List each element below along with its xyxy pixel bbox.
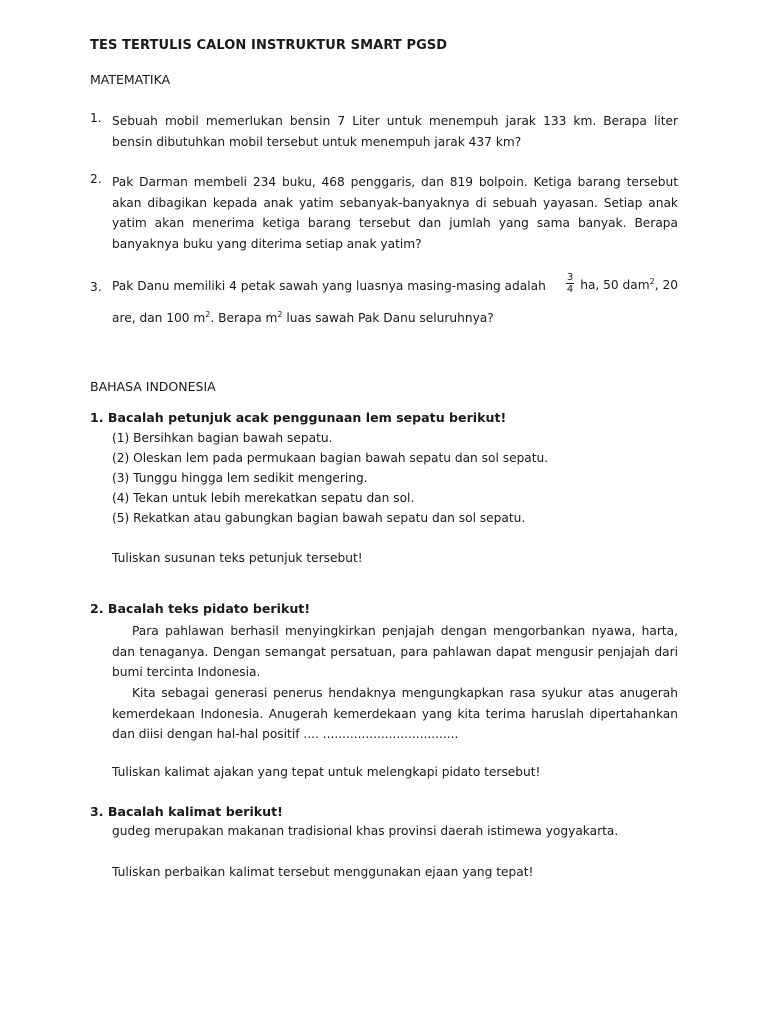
step-1: (1) Bersihkan bagian bawah sepatu. <box>112 431 333 445</box>
math-q2-text: Pak Darman membeli 234 buku, 468 penggaris, dan 819 bolpoin. Ketiga barang tersebut akan dibagikan kepada anak yatim sebanyak-banyaknya di sebuah yayasan. Setiap anak yatim akan menerima ketiga barang tersebut dan jumlah yang sama banyak. Berapa banyaknya buku yang diterima setiap anak yatim? <box>112 175 678 251</box>
speech-paragraph-1: Para pahlawan berhasil menyingkirkan penjajah dengan mengorbankan nyawa, harta, dan tenaganya. Dengan semangat persatuan, para pahlawan dapat mengusir penjajah dari bumi tercinta Indonesia. <box>112 624 678 679</box>
math-q3-number: 3. <box>90 280 102 294</box>
step-5: (5) Rekatkan atau gabungkan bagian bawah sepatu dan sol sepatu. <box>112 511 526 525</box>
math-q1-text: Sebuah mobil memerlukan bensin 7 Liter untuk menempuh jarak 133 km. Berapa liter bensin dibutuhkan mobil tersebut untuk menempuh jarak 437 km? <box>112 114 678 149</box>
math-q3-pre: Pak Danu memiliki 4 petak sawah yang luasnya masing-masing adalah <box>112 278 546 293</box>
fraction-denominator: 4 <box>566 284 574 295</box>
bahasa-q2-title: 2. Bacalah teks pidato berikut! <box>90 601 311 616</box>
math-q2-number: 2. <box>90 172 102 186</box>
math-q3-post1: ha, 50 dam <box>580 278 650 292</box>
fraction-numerator: 3 <box>566 272 574 283</box>
bahasa-q1-instruction: Tuliskan susunan teks petunjuk tersebut! <box>112 551 363 565</box>
math-q3-line2b: . Berapa m <box>210 311 278 326</box>
speech-paragraph-2: Kita sebagai generasi penerus hendaknya mengungkapkan rasa syukur atas anugerah kemerdekaan Indonesia. Anugerah kemerdekaan yang kita terima haruslah dipertahankan dan diisi dengan hal-hal positif .... ................................... <box>112 686 678 741</box>
math-heading: MATEMATIKA <box>90 72 171 87</box>
math-q3-sup2: 2 <box>205 310 211 319</box>
step-3: (3) Tunggu hingga lem sedikit mengering. <box>112 471 368 485</box>
bahasa-q3-title: 3. Bacalah kalimat berikut! <box>90 804 283 819</box>
math-q3-post2: , 20 <box>654 278 678 292</box>
bahasa-heading: BAHASA INDONESIA <box>90 379 216 394</box>
math-q3-sup3: 2 <box>277 310 283 319</box>
document-title: TES TERTULIS CALON INSTRUKTUR SMART PGSD <box>90 38 448 53</box>
math-q3-line2 <box>112 310 494 325</box>
bahasa-q3-sentence: gudeg merupakan makanan tradisional khas provinsi daerah istimewa yogyakarta. <box>112 824 619 838</box>
step-2: (2) Oleskan lem pada permukaan bagian bawah sepatu dan sol sepatu. <box>112 451 549 465</box>
math-q3-rest <box>560 274 678 297</box>
step-4: (4) Tekan untuk lebih merekatkan sepatu dan sol. <box>112 491 415 505</box>
math-q3-line1 <box>112 274 678 297</box>
fraction <box>566 272 574 295</box>
bahasa-q2-instruction: Tuliskan kalimat ajakan yang tepat untuk melengkapi pidato tersebut! <box>112 765 541 779</box>
math-q3-line2c: luas sawah Pak Danu seluruhnya? <box>282 311 494 326</box>
bahasa-q1-title: 1. Bacalah petunjuk acak penggunaan lem sepatu berikut! <box>90 410 507 425</box>
math-q1-number: 1. <box>90 111 102 125</box>
math-q3-line2a: are, dan 100 m <box>112 311 206 326</box>
bahasa-q3-instruction: Tuliskan perbaikan kalimat tersebut menggunakan ejaan yang tepat! <box>112 865 534 879</box>
math-q3-sup1: 2 <box>649 276 655 286</box>
